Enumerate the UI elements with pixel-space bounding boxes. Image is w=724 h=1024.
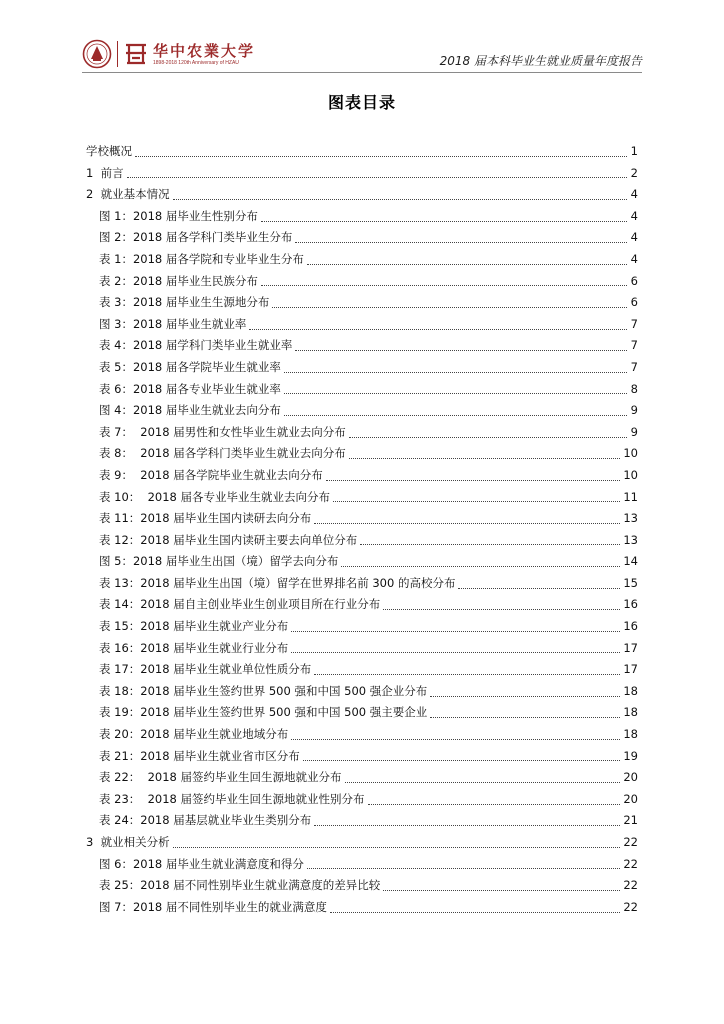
toc-entry[interactable] xyxy=(86,530,638,552)
toc-page-number: 22 xyxy=(623,835,638,849)
toc-page-number: 21 xyxy=(623,813,638,828)
toc-entry[interactable] xyxy=(86,487,638,509)
anniversary-text: 1898-2018 120th Anniversary of HZAU xyxy=(153,59,239,66)
toc-entry[interactable] xyxy=(86,249,638,271)
toc-page-number: 13 xyxy=(623,532,638,547)
toc-entry[interactable] xyxy=(86,551,638,573)
toc-entry[interactable] xyxy=(86,854,638,876)
toc-page-number: 10 xyxy=(623,467,638,482)
toc-entry-label: 表 22： 2018 届签约毕业生回生源地就业分布 xyxy=(99,770,342,785)
toc-dot-leader xyxy=(261,220,627,222)
toc-entry-label: 表 2：2018 届毕业生民族分布 xyxy=(99,273,258,288)
toc-dot-leader xyxy=(360,543,620,545)
toc-entry-label: 表 13：2018 届毕业生出国（境）留学在世界排名前 300 的高校分布 xyxy=(99,575,456,590)
toc-entry-label: 表 21：2018 届毕业生就业省市区分布 xyxy=(99,748,300,763)
toc-entry[interactable] xyxy=(86,206,638,228)
toc-entry-label: 表 4：2018 届学科门类毕业生就业率 xyxy=(99,338,293,353)
toc-dot-leader xyxy=(430,716,620,718)
toc-dot-leader xyxy=(430,695,620,697)
page-header xyxy=(82,38,642,73)
toc-page-number: 20 xyxy=(623,791,638,806)
toc-entry-label: 表 18：2018 届毕业生签约世界 500 强和中国 500 强企业分布 xyxy=(99,683,428,698)
toc-entry[interactable] xyxy=(86,659,638,681)
toc-entry[interactable] xyxy=(86,271,638,293)
toc-page-number: 20 xyxy=(623,770,638,785)
toc-entry-label: 图 5：2018 届毕业生出国（境）留学去向分布 xyxy=(99,554,339,569)
toc-page-number: 22 xyxy=(623,856,638,871)
toc-dot-leader xyxy=(284,414,627,416)
toc-entry-label: 表 3：2018 届毕业生生源地分布 xyxy=(99,295,270,310)
toc-page-number: 11 xyxy=(623,489,638,504)
toc-entry-label: 图 7：2018 届不同性别毕业生的就业满意度 xyxy=(99,899,327,914)
toc-dot-leader xyxy=(173,198,627,200)
toc-page-number: 17 xyxy=(623,662,638,677)
toc-dot-leader xyxy=(349,436,627,438)
toc-dot-leader xyxy=(314,673,620,675)
toc-page-number: 4 xyxy=(630,187,638,202)
toc-entry[interactable] xyxy=(86,767,638,789)
toc-entry-label: 图 3：2018 届毕业生就业率 xyxy=(99,316,247,331)
toc-dot-leader xyxy=(383,889,620,891)
toc-entry[interactable] xyxy=(86,638,638,660)
toc-page-number: 7 xyxy=(630,316,638,331)
toc-page-number: 6 xyxy=(630,295,638,310)
toc-entry[interactable] xyxy=(86,508,638,530)
toc-entry-label: 表 6：2018 届各专业毕业生就业率 xyxy=(99,381,281,396)
anniversary-mark-icon xyxy=(123,41,149,67)
toc-dot-leader xyxy=(127,176,627,178)
toc-entry-label: 表 8： 2018 届各学科门类毕业生就业去向分布 xyxy=(99,446,346,461)
toc-dot-leader xyxy=(368,803,621,805)
toc-page-number: 16 xyxy=(623,619,638,634)
toc-entry-label: 表 15：2018 届毕业生就业产业分布 xyxy=(99,619,289,634)
toc-entry[interactable] xyxy=(86,379,638,401)
toc-dot-leader xyxy=(330,911,620,913)
page-title: 图表目录 xyxy=(327,93,396,112)
toc-dot-leader xyxy=(326,479,621,481)
toc-dot-leader xyxy=(314,824,620,826)
toc-entry-label: 表 5：2018 届各学院毕业生就业率 xyxy=(99,359,281,374)
toc-dot-leader xyxy=(307,867,620,869)
toc-entry[interactable] xyxy=(86,789,638,811)
toc-dot-leader xyxy=(291,651,620,653)
toc-entry[interactable] xyxy=(86,184,638,206)
toc-page-number: 19 xyxy=(623,748,638,763)
toc-entry-label: 表 12：2018 届毕业生国内读研主要去向单位分布 xyxy=(99,532,358,547)
toc-page-number: 9 xyxy=(630,403,638,418)
toc-entry[interactable] xyxy=(86,314,638,336)
toc-entry[interactable] xyxy=(86,702,638,724)
toc-entry[interactable] xyxy=(86,573,638,595)
toc-entry[interactable] xyxy=(86,141,638,163)
toc-dot-leader xyxy=(173,846,621,848)
toc-page-number: 14 xyxy=(623,554,638,569)
toc-entry[interactable] xyxy=(86,746,638,768)
toc-dot-leader xyxy=(345,781,621,783)
toc-entry-label: 图 2：2018 届各学科门类毕业生分布 xyxy=(99,230,293,245)
toc-entry[interactable] xyxy=(86,163,638,185)
toc-page-number: 16 xyxy=(623,597,638,612)
toc-entry[interactable] xyxy=(86,443,638,465)
toc-page-number: 17 xyxy=(623,640,638,655)
toc-dot-leader xyxy=(333,500,620,502)
toc-page-number: 6 xyxy=(630,273,638,288)
toc-entry-label: 表 1：2018 届各学院和专业毕业生分布 xyxy=(99,251,304,266)
toc-dot-leader xyxy=(135,155,627,157)
toc-entry-label: 表 20：2018 届毕业生就业地域分布 xyxy=(99,727,289,742)
toc-entry[interactable] xyxy=(86,465,638,487)
toc-entry[interactable] xyxy=(86,681,638,703)
toc-entry-label: 表 10： 2018 届各专业毕业生就业去向分布 xyxy=(99,489,331,504)
toc-page-number: 1 xyxy=(630,144,638,158)
toc-entry-label: 2 就业基本情况 xyxy=(86,187,170,202)
toc-page-number: 2 xyxy=(630,165,638,180)
toc-entry-label: 表 19：2018 届毕业生签约世界 500 强和中国 500 强主要企业 xyxy=(99,705,428,720)
toc-entry-label: 3 就业相关分析 xyxy=(86,835,170,849)
table-of-contents xyxy=(86,141,638,918)
toc-dot-leader xyxy=(272,306,627,308)
toc-entry[interactable] xyxy=(86,724,638,746)
toc-page-number: 7 xyxy=(630,338,638,353)
toc-page-number: 22 xyxy=(623,878,638,893)
toc-page-number: 4 xyxy=(630,208,638,223)
toc-dot-leader xyxy=(383,608,620,610)
toc-page-number: 7 xyxy=(630,359,638,374)
toc-dot-leader xyxy=(295,241,627,243)
toc-entry[interactable] xyxy=(86,400,638,422)
toc-entry-label: 学校概况 xyxy=(86,144,132,158)
toc-entry-label: 表 11：2018 届毕业生国内读研去向分布 xyxy=(99,511,312,526)
toc-page-number: 4 xyxy=(630,251,638,266)
toc-entry-label: 图 4：2018 届毕业生就业去向分布 xyxy=(99,403,281,418)
toc-entry[interactable] xyxy=(86,335,638,357)
university-seal-icon xyxy=(82,39,112,69)
toc-dot-leader xyxy=(307,263,627,265)
toc-entry-label: 1 前言 xyxy=(86,165,124,180)
toc-dot-leader xyxy=(291,630,620,632)
toc-entry[interactable] xyxy=(86,422,638,444)
toc-entry-label: 表 9： 2018 届各学院毕业生就业去向分布 xyxy=(99,467,323,482)
toc-entry-label: 表 25：2018 届不同性别毕业生就业满意度的差异比较 xyxy=(99,878,381,893)
toc-dot-leader xyxy=(284,371,627,373)
toc-entry-label: 图 1：2018 届毕业生性别分布 xyxy=(99,208,258,223)
toc-entry-label: 表 7： 2018 届男性和女性毕业生就业去向分布 xyxy=(99,424,346,439)
toc-entry[interactable] xyxy=(86,357,638,379)
toc-dot-leader xyxy=(303,759,621,761)
logo-divider xyxy=(117,41,118,67)
toc-page-number: 13 xyxy=(623,511,638,526)
toc-entry-label: 表 24：2018 届基层就业毕业生类别分布 xyxy=(99,813,312,828)
toc-dot-leader xyxy=(314,522,620,524)
toc-dot-leader xyxy=(458,587,620,589)
toc-entry[interactable] xyxy=(86,832,638,854)
toc-entry-label: 表 17：2018 届毕业生就业单位性质分布 xyxy=(99,662,312,677)
toc-entry-label: 表 16：2018 届毕业生就业行业分布 xyxy=(99,640,289,655)
toc-page-number: 4 xyxy=(630,230,638,245)
toc-page-number: 18 xyxy=(623,727,638,742)
toc-dot-leader xyxy=(341,565,620,567)
toc-page-number: 9 xyxy=(630,424,638,439)
toc-dot-leader xyxy=(261,284,627,286)
toc-entry[interactable] xyxy=(86,810,638,832)
toc-entry[interactable] xyxy=(86,897,638,919)
toc-dot-leader xyxy=(284,392,627,394)
toc-entry[interactable] xyxy=(86,616,638,638)
toc-page-number: 22 xyxy=(623,899,638,914)
toc-entry[interactable] xyxy=(86,875,638,897)
toc-entry-label: 表 14：2018 届自主创业毕业生创业项目所在行业分布 xyxy=(99,597,381,612)
toc-entry[interactable] xyxy=(86,227,638,249)
toc-entry-label: 图 6：2018 届毕业生就业满意度和得分 xyxy=(99,856,304,871)
toc-page-number: 8 xyxy=(630,381,638,396)
toc-page-number: 15 xyxy=(623,575,638,590)
university-name: 华中农業大学 xyxy=(153,41,256,60)
toc-dot-leader xyxy=(249,328,627,330)
toc-entry-label: 表 23： 2018 届签约毕业生回生源地就业性别分布 xyxy=(99,791,365,806)
toc-entry[interactable] xyxy=(86,292,638,314)
toc-page-number: 18 xyxy=(623,705,638,720)
toc-dot-leader xyxy=(291,738,620,740)
report-title: 2018 届本科毕业生就业质量年度报告 xyxy=(439,54,642,68)
university-logo xyxy=(82,38,312,70)
toc-page-number: 18 xyxy=(623,683,638,698)
toc-dot-leader xyxy=(295,349,627,351)
toc-entry[interactable] xyxy=(86,594,638,616)
toc-page-number: 10 xyxy=(623,446,638,461)
toc-dot-leader xyxy=(349,457,621,459)
